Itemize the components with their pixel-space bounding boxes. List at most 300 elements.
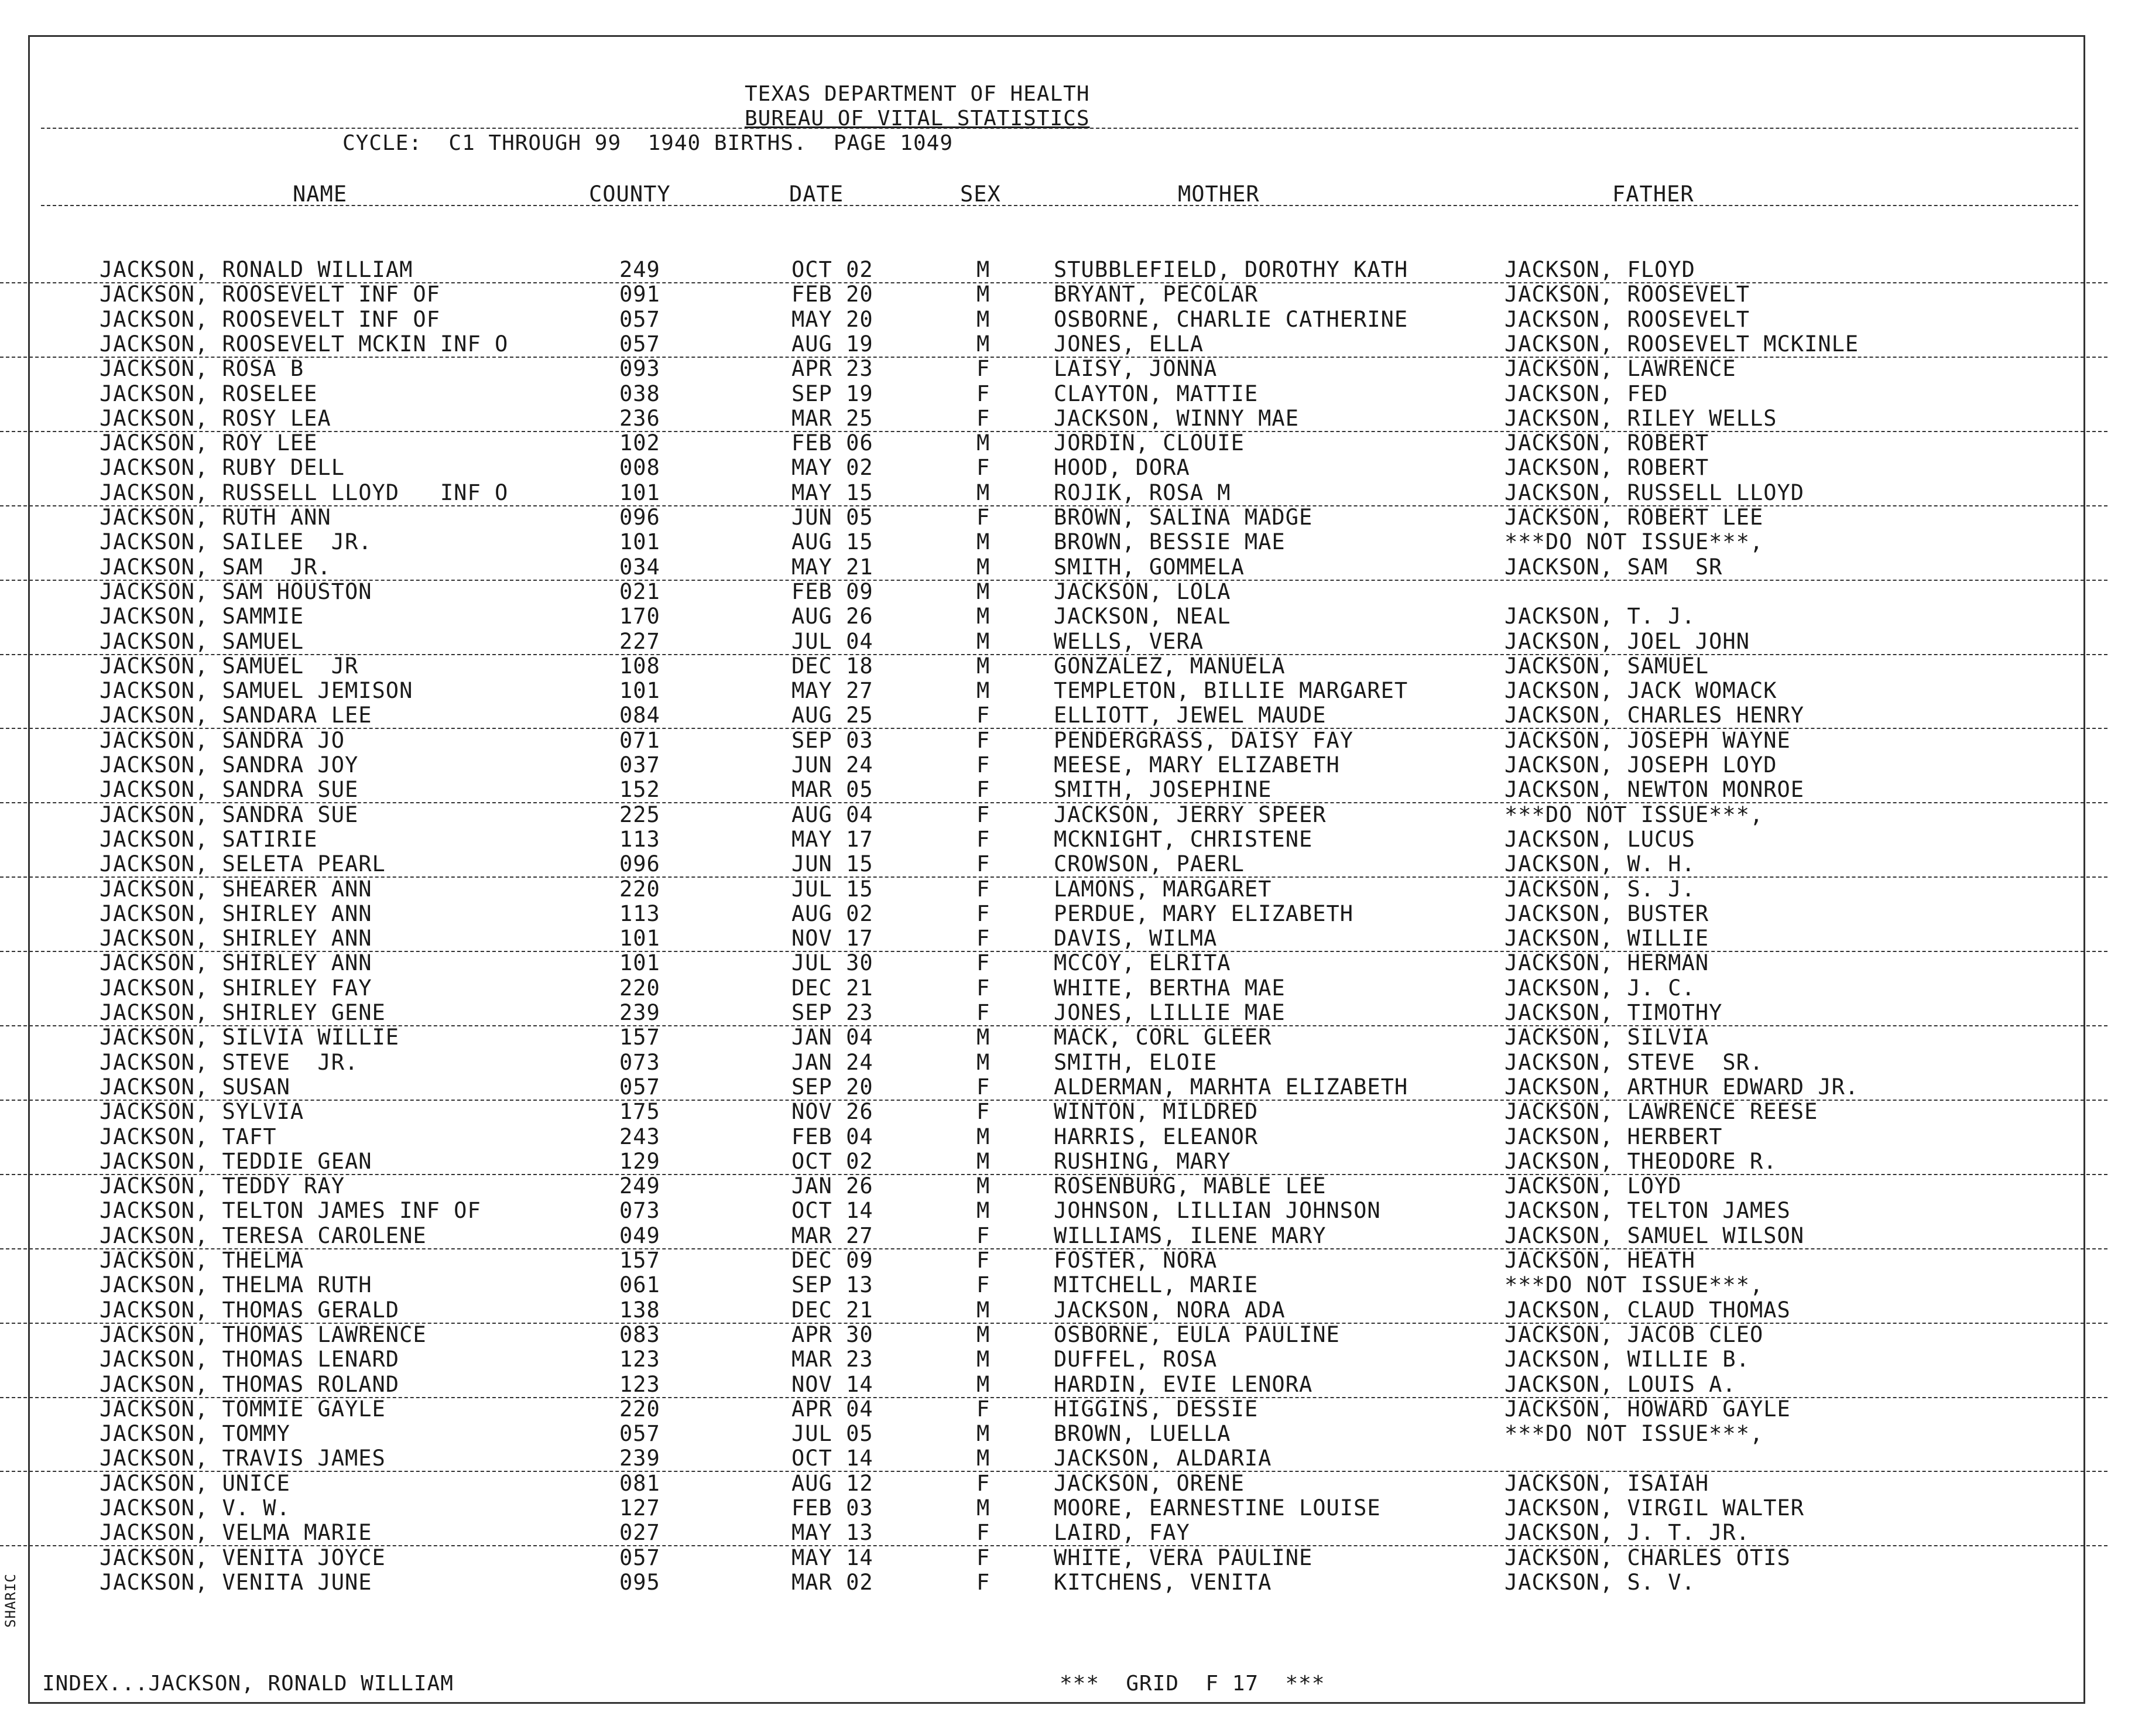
record-date: JUL 30 (791, 950, 873, 976)
record-county: 071 (619, 727, 660, 753)
record-county: 101 (619, 678, 660, 704)
record-date: DEC 21 (791, 1297, 873, 1323)
record-name: JACKSON, THOMAS GERALD (100, 1297, 400, 1323)
record-father: JACKSON, RILEY WELLS (1505, 405, 1777, 431)
record-name: JACKSON, RUSSELL LLOYD INF O (100, 480, 509, 505)
table-row (0, 555, 2107, 581)
record-sex: M (976, 1124, 991, 1149)
record-sex: F (976, 752, 991, 778)
record-father: JACKSON, JACK WOMACK (1505, 678, 1777, 704)
record-father: JACKSON, VIRGIL WALTER (1505, 1495, 1805, 1521)
record-county: 249 (619, 1173, 660, 1199)
record-date: MAY 17 (791, 826, 873, 852)
record-date: APR 04 (791, 1396, 873, 1422)
record-mother: FOSTER, NORA (1054, 1248, 1218, 1273)
record-father: JACKSON, JOSEPH LOYD (1505, 752, 1777, 778)
record-county: 102 (619, 430, 660, 456)
record-county: 084 (619, 703, 660, 728)
col-sex: SEX (960, 182, 1001, 207)
record-father: JACKSON, W. H. (1505, 851, 1695, 877)
record-date: DEC 18 (791, 653, 873, 679)
record-date: AUG 04 (791, 802, 873, 827)
record-name: JACKSON, SHIRLEY ANN (100, 926, 372, 951)
record-sex: F (976, 975, 991, 1001)
record-date: JUN 15 (791, 851, 873, 877)
record-father: JACKSON, WILLIE B. (1505, 1347, 1750, 1372)
grid-footer: *** GRID F 17 *** (1060, 1672, 1325, 1696)
table-row (0, 753, 2107, 778)
record-mother: SMITH, JOSEPHINE (1054, 777, 1272, 803)
record-father: JACKSON, HERBERT (1505, 1124, 1723, 1149)
record-date: DEC 09 (791, 1248, 873, 1273)
record-sex: M (976, 1347, 991, 1372)
record-county: 249 (619, 257, 660, 282)
record-sex: M (976, 430, 991, 456)
record-date: SEP 19 (791, 381, 873, 406)
record-name: JACKSON, TEDDIE GEAN (100, 1148, 372, 1174)
record-father: JACKSON, ROOSEVELT (1505, 282, 1750, 307)
record-sex: M (976, 578, 991, 604)
record-mother: CLAYTON, MATTIE (1054, 381, 1259, 406)
side-label: SHARIC (2, 1573, 19, 1628)
table-row (0, 1372, 2107, 1398)
table-row (0, 1546, 2107, 1570)
record-name: JACKSON, ROSELEE (100, 381, 318, 406)
record-mother: JACKSON, ORENE (1054, 1470, 1245, 1496)
record-name: JACKSON, SHIRLEY ANN (100, 900, 372, 926)
record-father: JACKSON, CLAUD THOMAS (1505, 1297, 1791, 1323)
table-row (0, 951, 2107, 975)
record-father: JACKSON, T. J. (1505, 604, 1695, 629)
table-row (0, 877, 2107, 902)
record-date: JUL 15 (791, 876, 873, 902)
record-name: JACKSON, SAILEE JR. (100, 529, 372, 555)
record-name: JACKSON, ROSA B (100, 356, 304, 382)
record-mother: HIGGINS, DESSIE (1054, 1396, 1259, 1422)
record-county: 239 (619, 1000, 660, 1025)
table-row (0, 456, 2107, 480)
record-date: AUG 25 (791, 703, 873, 728)
record-county: 123 (619, 1347, 660, 1372)
record-sex: M (976, 1371, 991, 1397)
record-father: JACKSON, ROOSEVELT (1505, 306, 1750, 332)
record-date: MAR 05 (791, 777, 873, 803)
record-mother: DUFFEL, ROSA (1054, 1347, 1218, 1372)
record-sex: M (976, 1321, 991, 1347)
record-date: MAR 25 (791, 405, 873, 431)
record-name: JACKSON, ROY LEE (100, 430, 318, 456)
col-name: NAME (293, 182, 348, 207)
record-father: JACKSON, RUSSELL LLOYD (1505, 480, 1805, 505)
table-row (0, 703, 2107, 729)
record-mother: CROWSON, PAERL (1054, 851, 1245, 877)
record-mother: HARRIS, ELEANOR (1054, 1124, 1259, 1149)
record-county: 034 (619, 554, 660, 580)
record-date: JAN 24 (791, 1049, 873, 1075)
record-name: JACKSON, SYLVIA (100, 1099, 304, 1125)
table-row (0, 1149, 2107, 1175)
record-mother: LAISY, JONNA (1054, 356, 1218, 382)
table-row (0, 481, 2107, 506)
record-county: 095 (619, 1569, 660, 1595)
record-date: OCT 02 (791, 1148, 873, 1174)
record-mother: SMITH, GOMMELA (1054, 554, 1245, 580)
record-father: JACKSON, SILVIA (1505, 1025, 1709, 1050)
table-row (0, 1446, 2107, 1472)
record-county: 096 (619, 505, 660, 530)
table-row (0, 505, 2107, 530)
record-county: 057 (619, 306, 660, 332)
record-father: JACKSON, J. C. (1505, 975, 1695, 1001)
table-row (0, 827, 2107, 852)
table-row (0, 1570, 2107, 1595)
record-sex: F (976, 405, 991, 431)
record-mother: BROWN, BESSIE MAE (1054, 529, 1286, 555)
record-county: 225 (619, 802, 660, 827)
record-date: FEB 03 (791, 1495, 873, 1521)
record-mother: MITCHELL, MARIE (1054, 1272, 1259, 1298)
table-row (0, 1323, 2107, 1347)
record-name: JACKSON, TEDDY RAY (100, 1173, 345, 1199)
record-date: JUN 05 (791, 505, 873, 530)
record-sex: F (976, 356, 991, 382)
record-mother: ALDERMAN, MARHTA ELIZABETH (1054, 1074, 1409, 1100)
record-sex: F (976, 876, 991, 902)
record-mother: SMITH, ELOIE (1054, 1049, 1218, 1075)
record-name: JACKSON, THOMAS LAWRENCE (100, 1321, 427, 1347)
record-mother: WINTON, MILDRED (1054, 1099, 1259, 1125)
cycle-line: CYCLE: C1 THROUGH 99 1940 BIRTHS. PAGE 1049 (342, 131, 953, 155)
record-father: JACKSON, BUSTER (1505, 900, 1709, 926)
record-sex: F (976, 1520, 991, 1546)
record-father: JACKSON, S. V. (1505, 1569, 1695, 1595)
col-date: DATE (789, 182, 844, 207)
record-father: JACKSON, LAWRENCE REESE (1505, 1099, 1818, 1125)
record-name: JACKSON, SHEARER ANN (100, 876, 372, 902)
record-county: 101 (619, 950, 660, 976)
record-sex: F (976, 1223, 991, 1248)
table-row (0, 803, 2107, 827)
record-name: JACKSON, SAMUEL JR (100, 653, 359, 679)
record-county: 157 (619, 1248, 660, 1273)
record-county: 093 (619, 356, 660, 382)
record-father: JACKSON, HOWARD GAYLE (1505, 1396, 1791, 1422)
record-name: JACKSON, SANDRA SUE (100, 777, 359, 803)
record-name: JACKSON, SELETA PEARL (100, 851, 386, 877)
record-sex: F (976, 851, 991, 877)
record-name: JACKSON, SAM HOUSTON (100, 578, 372, 604)
record-mother: PERDUE, MARY ELIZABETH (1054, 900, 1354, 926)
table-row (0, 1174, 2107, 1199)
record-father: JACKSON, CHARLES HENRY (1505, 703, 1805, 728)
record-county: 096 (619, 851, 660, 877)
record-mother: WHITE, VERA PAULINE (1054, 1545, 1313, 1570)
record-mother: JORDIN, CLOUIE (1054, 430, 1245, 456)
record-sex: M (976, 678, 991, 704)
record-sex: M (976, 1446, 991, 1471)
table-row (0, 926, 2107, 952)
record-county: 138 (619, 1297, 660, 1323)
record-sex: M (976, 480, 991, 505)
table-row (0, 382, 2107, 406)
record-mother: OSBORNE, CHARLIE CATHERINE (1054, 306, 1409, 332)
table-row (0, 604, 2107, 629)
record-mother: HARDIN, EVIE LENORA (1054, 1371, 1313, 1397)
record-father: ***DO NOT ISSUE***, (1505, 1272, 1764, 1298)
record-father: JACKSON, CHARLES OTIS (1505, 1545, 1791, 1570)
record-name: JACKSON, SATIRIE (100, 826, 318, 852)
table-row (0, 1248, 2107, 1273)
record-name: JACKSON, TOMMIE GAYLE (100, 1396, 386, 1422)
record-sex: M (976, 1148, 991, 1174)
record-county: 113 (619, 900, 660, 926)
table-row (0, 728, 2107, 753)
record-county: 081 (619, 1470, 660, 1496)
record-name: JACKSON, V. W. (100, 1495, 290, 1521)
record-mother: JOHNSON, LILLIAN JOHNSON (1054, 1198, 1381, 1224)
record-sex: F (976, 1545, 991, 1570)
table-row (0, 1298, 2107, 1324)
table-row (0, 307, 2107, 332)
record-county: 175 (619, 1099, 660, 1125)
record-mother: STUBBLEFIELD, DOROTHY KATH (1054, 257, 1409, 282)
record-name: JACKSON, ROSY LEA (100, 405, 331, 431)
record-mother: JACKSON, LOLA (1054, 578, 1231, 604)
record-name: JACKSON, TELTON JAMES INF OF (100, 1198, 481, 1224)
record-date: MAY 27 (791, 678, 873, 704)
record-county: 083 (619, 1321, 660, 1347)
record-sex: F (976, 1569, 991, 1595)
record-county: 123 (619, 1371, 660, 1397)
record-sex: M (976, 1297, 991, 1323)
table-row (0, 1422, 2107, 1446)
table-row (0, 530, 2107, 554)
record-county: 038 (619, 381, 660, 406)
record-name: JACKSON, SILVIA WILLIE (100, 1025, 400, 1050)
record-sex: F (976, 802, 991, 827)
record-mother: BRYANT, PECOLAR (1054, 282, 1259, 307)
record-county: 073 (619, 1198, 660, 1224)
bureau-title: BUREAU OF VITAL STATISTICS (745, 107, 1090, 131)
record-sex: M (976, 1421, 991, 1447)
table-row (0, 1100, 2107, 1124)
record-father: JACKSON, ROBERT (1505, 455, 1709, 481)
table-row (0, 902, 2107, 926)
table-row (0, 1521, 2107, 1546)
record-date: JUN 24 (791, 752, 873, 778)
record-father: JACKSON, LOUIS A. (1505, 1371, 1736, 1397)
table-row (0, 654, 2107, 679)
record-father: JACKSON, ISAIAH (1505, 1470, 1709, 1496)
record-date: NOV 14 (791, 1371, 873, 1397)
record-name: JACKSON, SANDRA JOY (100, 752, 359, 778)
table-row (0, 1397, 2107, 1422)
record-county: 057 (619, 331, 660, 357)
record-father: ***DO NOT ISSUE***, (1505, 1421, 1764, 1447)
table-row (0, 258, 2107, 283)
record-county: 157 (619, 1025, 660, 1050)
record-date: FEB 09 (791, 578, 873, 604)
record-date: JUL 05 (791, 1421, 873, 1447)
table-row (0, 431, 2107, 456)
table-row (0, 406, 2107, 432)
record-date: AUG 26 (791, 604, 873, 629)
record-sex: F (976, 455, 991, 481)
record-date: NOV 26 (791, 1099, 873, 1125)
record-county: 227 (619, 628, 660, 654)
col-father: FATHER (1612, 182, 1694, 207)
record-mother: MCKNIGHT, CHRISTENE (1054, 826, 1313, 852)
record-date: NOV 17 (791, 926, 873, 951)
table-row (0, 1125, 2107, 1149)
record-date: SEP 13 (791, 1272, 873, 1298)
record-mother: TEMPLETON, BILLIE MARGARET (1054, 678, 1409, 704)
record-county: 101 (619, 480, 660, 505)
record-mother: GONZALEZ, MANUELA (1054, 653, 1286, 679)
record-sex: M (976, 554, 991, 580)
record-sex: M (976, 529, 991, 555)
table-row (0, 580, 2107, 604)
record-county: 220 (619, 876, 660, 902)
record-date: SEP 23 (791, 1000, 873, 1025)
record-mother: WELLS, VERA (1054, 628, 1204, 654)
table-row (0, 629, 2107, 655)
record-sex: F (976, 926, 991, 951)
record-father: JACKSON, JACOB CLEO (1505, 1321, 1764, 1347)
record-mother: BROWN, SALINA MADGE (1054, 505, 1313, 530)
table-row (0, 1075, 2107, 1101)
record-county: 127 (619, 1495, 660, 1521)
record-mother: JACKSON, WINNY MAE (1054, 405, 1299, 431)
record-sex: M (976, 1198, 991, 1224)
index-footer: INDEX...JACKSON, RONALD WILLIAM (42, 1672, 454, 1696)
record-mother: OSBORNE, EULA PAULINE (1054, 1321, 1340, 1347)
record-mother: MCCOY, ELRITA (1054, 950, 1231, 976)
record-sex: F (976, 381, 991, 406)
record-name: JACKSON, RUBY DELL (100, 455, 345, 481)
record-date: APR 23 (791, 356, 873, 382)
record-father: JACKSON, FLOYD (1505, 257, 1695, 282)
record-mother: KITCHENS, VENITA (1054, 1569, 1272, 1595)
column-divider (41, 205, 2078, 206)
table-row (0, 1273, 2107, 1297)
record-sex: F (976, 1099, 991, 1125)
record-sex: F (976, 826, 991, 852)
record-mother: JACKSON, NORA ADA (1054, 1297, 1286, 1323)
table-row (0, 976, 2107, 1001)
record-mother: ELLIOTT, JEWEL MAUDE (1054, 703, 1327, 728)
record-father: JACKSON, TELTON JAMES (1505, 1198, 1791, 1224)
record-county: 027 (619, 1520, 660, 1546)
record-date: FEB 20 (791, 282, 873, 307)
record-county: 008 (619, 455, 660, 481)
record-father: JACKSON, LAWRENCE (1505, 356, 1736, 382)
record-date: MAR 02 (791, 1569, 873, 1595)
record-sex: F (976, 1248, 991, 1273)
record-county: 170 (619, 604, 660, 629)
record-date: APR 30 (791, 1321, 873, 1347)
record-father: JACKSON, THEODORE R. (1505, 1148, 1777, 1174)
record-date: MAR 23 (791, 1347, 873, 1372)
record-name: JACKSON, TRAVIS JAMES (100, 1446, 386, 1471)
record-father: JACKSON, LUCUS (1505, 826, 1695, 852)
record-mother: BROWN, LUELLA (1054, 1421, 1231, 1447)
record-sex: F (976, 505, 991, 530)
record-mother: MEESE, MARY ELIZABETH (1054, 752, 1340, 778)
record-name: JACKSON, SHIRLEY GENE (100, 1000, 386, 1025)
table-row (0, 357, 2107, 381)
record-sex: M (976, 1049, 991, 1075)
record-county: 057 (619, 1545, 660, 1570)
record-sex: M (976, 306, 991, 332)
record-father: JACKSON, ROBERT (1505, 430, 1709, 456)
record-sex: M (976, 331, 991, 357)
record-mother: LAIRD, FAY (1054, 1520, 1190, 1546)
record-sex: F (976, 727, 991, 753)
record-name: JACKSON, THELMA RUTH (100, 1272, 372, 1298)
record-name: JACKSON, THELMA (100, 1248, 304, 1273)
record-name: JACKSON, SAM JR. (100, 554, 331, 580)
record-date: DEC 21 (791, 975, 873, 1001)
record-county: 061 (619, 1272, 660, 1298)
record-father: JACKSON, JOEL JOHN (1505, 628, 1750, 654)
record-county: 021 (619, 578, 660, 604)
record-county: 239 (619, 1446, 660, 1471)
record-date: OCT 02 (791, 257, 873, 282)
record-father: JACKSON, LOYD (1505, 1173, 1682, 1199)
record-mother: JACKSON, NEAL (1054, 604, 1231, 629)
record-name: JACKSON, ROOSEVELT INF OF (100, 306, 440, 332)
record-date: MAY 13 (791, 1520, 873, 1546)
table-row (0, 679, 2107, 703)
record-county: 101 (619, 926, 660, 951)
record-father: JACKSON, ROBERT LEE (1505, 505, 1764, 530)
record-date: SEP 03 (791, 727, 873, 753)
record-county: 108 (619, 653, 660, 679)
record-name: JACKSON, STEVE JR. (100, 1049, 359, 1075)
record-father: JACKSON, JOSEPH WAYNE (1505, 727, 1791, 753)
record-name: JACKSON, SHIRLEY ANN (100, 950, 372, 976)
record-father: JACKSON, SAM SR (1505, 554, 1723, 580)
record-sex: M (976, 653, 991, 679)
record-sex: M (976, 282, 991, 307)
record-county: 057 (619, 1074, 660, 1100)
record-date: OCT 14 (791, 1198, 873, 1224)
record-name: JACKSON, ROOSEVELT MCKIN INF O (100, 331, 509, 357)
record-name: JACKSON, SANDRA SUE (100, 802, 359, 827)
record-name: JACKSON, TERESA CAROLENE (100, 1223, 427, 1248)
record-name: JACKSON, TOMMY (100, 1421, 290, 1447)
record-name: JACKSON, THOMAS LENARD (100, 1347, 400, 1372)
col-county: COUNTY (589, 182, 671, 207)
record-sex: M (976, 628, 991, 654)
record-name: JACKSON, SANDARA LEE (100, 703, 372, 728)
record-county: 073 (619, 1049, 660, 1075)
record-father: JACKSON, HERMAN (1505, 950, 1709, 976)
record-date: MAY 21 (791, 554, 873, 580)
record-name: JACKSON, RONALD WILLIAM (100, 257, 413, 282)
record-date: MAY 20 (791, 306, 873, 332)
record-father: ***DO NOT ISSUE***, (1505, 802, 1764, 827)
record-name: JACKSON, ROOSEVELT INF OF (100, 282, 440, 307)
record-sex: F (976, 1470, 991, 1496)
record-sex: M (976, 1025, 991, 1050)
record-sex: F (976, 1074, 991, 1100)
record-mother: LAMONS, MARGARET (1054, 876, 1272, 902)
record-mother: ROJIK, ROSA M (1054, 480, 1231, 505)
record-name: JACKSON, SHIRLEY FAY (100, 975, 372, 1001)
record-date: JUL 04 (791, 628, 873, 654)
